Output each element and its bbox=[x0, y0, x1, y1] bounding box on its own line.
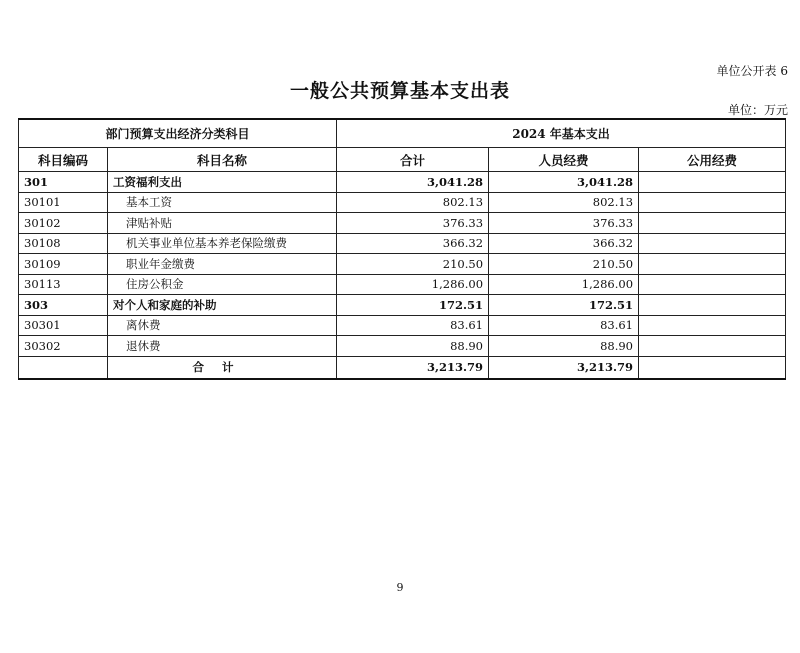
row-name: 退休费 bbox=[108, 336, 337, 357]
row-personnel: 366.32 bbox=[489, 233, 639, 254]
row-public bbox=[639, 172, 786, 193]
page-number: 9 bbox=[396, 581, 404, 594]
row-personnel: 1,286.00 bbox=[489, 274, 639, 295]
table-row bbox=[19, 172, 786, 193]
row-personnel: 83.61 bbox=[489, 315, 639, 336]
row-code: 301 bbox=[19, 172, 108, 193]
row-total: 210.50 bbox=[337, 254, 489, 275]
row-code: 30301 bbox=[19, 315, 108, 336]
table-id-label: 单位公开表 6 bbox=[716, 64, 788, 78]
row-total: 83.61 bbox=[337, 315, 489, 336]
table-row bbox=[19, 213, 786, 234]
row-public bbox=[639, 274, 786, 295]
total-row-code-cell bbox=[19, 356, 108, 379]
table-row bbox=[19, 233, 786, 254]
row-total: 376.33 bbox=[337, 213, 489, 234]
row-name: 住房公积金 bbox=[108, 274, 337, 295]
column-header-name: 科目名称 bbox=[108, 148, 337, 172]
table-row bbox=[19, 295, 786, 316]
row-name: 对个人和家庭的补助 bbox=[108, 295, 337, 316]
row-public bbox=[639, 336, 786, 357]
row-public bbox=[639, 213, 786, 234]
column-header-personnel: 人员经费 bbox=[489, 148, 639, 172]
total-row-label: 合计 bbox=[108, 356, 337, 379]
row-name: 工资福利支出 bbox=[108, 172, 337, 193]
row-total: 88.90 bbox=[337, 336, 489, 357]
row-total: 172.51 bbox=[337, 295, 489, 316]
column-header-code: 科目编码 bbox=[19, 148, 108, 172]
row-public bbox=[639, 315, 786, 336]
row-personnel: 88.90 bbox=[489, 336, 639, 357]
column-header-total: 合计 bbox=[337, 148, 489, 172]
row-personnel: 3,041.28 bbox=[489, 172, 639, 193]
row-code: 30113 bbox=[19, 274, 108, 295]
row-public bbox=[639, 295, 786, 316]
table-row bbox=[19, 336, 786, 357]
row-personnel: 802.13 bbox=[489, 192, 639, 213]
row-public bbox=[639, 254, 786, 275]
budget-table bbox=[18, 118, 786, 380]
unit-label: 单位：万元 bbox=[727, 103, 788, 117]
row-name: 基本工资 bbox=[108, 192, 337, 213]
row-code: 30101 bbox=[19, 192, 108, 213]
group-header-classification: 部门预算支出经济分类科目 bbox=[19, 119, 337, 148]
row-name: 离休费 bbox=[108, 315, 337, 336]
table-total-row bbox=[19, 356, 786, 379]
page-title: 一般公共预算基本支出表 bbox=[289, 80, 510, 102]
row-personnel: 376.33 bbox=[489, 213, 639, 234]
row-personnel: 210.50 bbox=[489, 254, 639, 275]
row-personnel: 172.51 bbox=[489, 295, 639, 316]
row-total: 3,041.28 bbox=[337, 172, 489, 193]
table-group-header-row bbox=[19, 119, 786, 148]
table-row bbox=[19, 192, 786, 213]
row-name: 机关事业单位基本养老保险缴费 bbox=[108, 233, 337, 254]
table-column-header-row bbox=[19, 148, 786, 172]
total-row-public bbox=[639, 356, 786, 379]
row-code: 30108 bbox=[19, 233, 108, 254]
row-code: 30102 bbox=[19, 213, 108, 234]
row-total: 366.32 bbox=[337, 233, 489, 254]
row-name: 津贴补贴 bbox=[108, 213, 337, 234]
table-row bbox=[19, 315, 786, 336]
total-row-total: 3,213.79 bbox=[337, 356, 489, 379]
row-total: 1,286.00 bbox=[337, 274, 489, 295]
row-code: 303 bbox=[19, 295, 108, 316]
table-row bbox=[19, 274, 786, 295]
row-code: 30302 bbox=[19, 336, 108, 357]
total-row-personnel: 3,213.79 bbox=[489, 356, 639, 379]
row-code: 30109 bbox=[19, 254, 108, 275]
row-public bbox=[639, 192, 786, 213]
column-header-public: 公用经费 bbox=[639, 148, 786, 172]
row-public bbox=[639, 233, 786, 254]
row-name: 职业年金缴费 bbox=[108, 254, 337, 275]
row-total: 802.13 bbox=[337, 192, 489, 213]
table-row bbox=[19, 254, 786, 275]
group-header-basic-expenditure: 2024 年基本支出 bbox=[337, 119, 786, 148]
